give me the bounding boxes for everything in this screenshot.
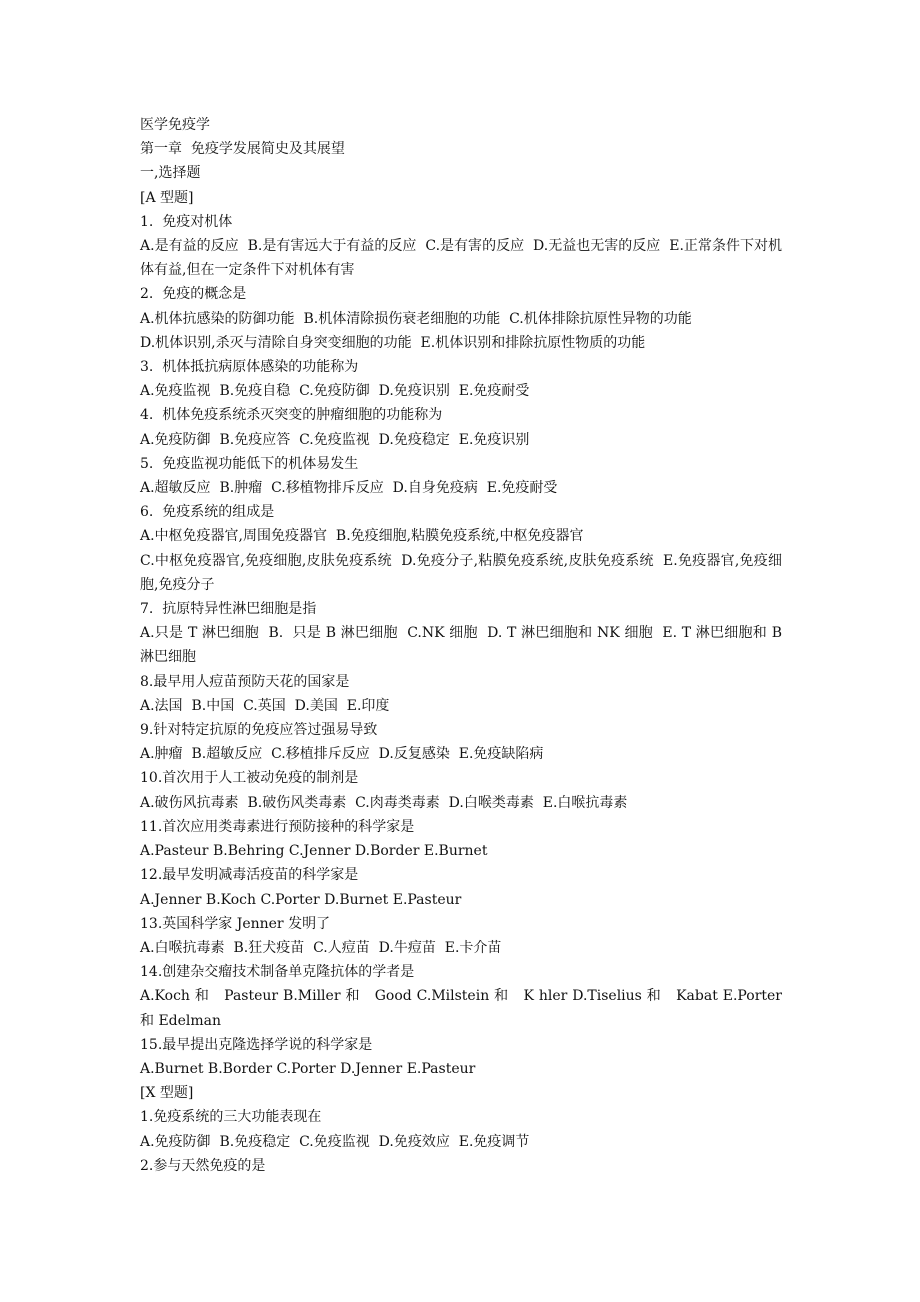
question-line: 8.最早用人痘苗预防天花的国家是 <box>140 673 350 690</box>
question-line: 15.最早提出克隆选择学说的科学家是 <box>140 1036 373 1053</box>
section-heading: 一,选择题 <box>140 165 201 182</box>
question-line: 9.针对特定抗原的免疫应答过强易导致 <box>140 722 378 739</box>
options-line: A.Koch 和 Pasteur B.Miller 和 Good C.Milstein 和 K hler D.Tiselius 和 Kabat E.Porter 和 Edelman <box>140 988 787 1029</box>
options-line: C.中枢免疫器官,免疫细胞,皮肤免疫系统 D.免疫分子,粘膜免疫系统,皮肤免疫系统 E.免疫器官,免疫细胞,免疫分子 <box>140 552 782 593</box>
options-line: A.Burnet B.Border C.Porter D.Jenner E.Pasteur <box>140 1060 476 1077</box>
document-page <box>140 113 787 1178</box>
question-line: 10.首次用于人工被动免疫的制剂是 <box>140 770 359 787</box>
question-line: 11.首次应用类毒素进行预防接种的科学家是 <box>140 818 415 835</box>
question-line: 2. 免疫的概念是 <box>140 286 247 303</box>
options-line: A.肿瘤 B.超敏反应 C.移植排斥反应 D.反复感染 E.免疫缺陷病 <box>140 746 544 763</box>
question-line: 14.创建杂交瘤技术制备单克隆抗体的学者是 <box>140 964 415 981</box>
type-x-heading: [X 型题] <box>140 1085 194 1102</box>
options-line: A.免疫防御 B.免疫稳定 C.免疫监视 D.免疫效应 E.免疫调节 <box>140 1133 530 1150</box>
question-line: 5. 免疫监视功能低下的机体易发生 <box>140 455 359 472</box>
options-line: A.Pasteur B.Behring C.Jenner D.Border E.Burnet <box>140 843 488 860</box>
options-line: A.Jenner B.Koch C.Porter D.Burnet E.Pasteur <box>140 891 462 908</box>
options-line: A.中枢免疫器官,周围免疫器官 B.免疫细胞,粘膜免疫系统,中枢免疫器官 <box>140 528 584 545</box>
chapter-heading: 第一章 免疫学发展简史及其展望 <box>140 141 345 158</box>
options-line: A.只是 T 淋巴细胞 B. 只是 B 淋巴细胞 C.NK 细胞 D. T 淋巴细胞和 NK 细胞 E. T 淋巴细胞和 B 淋巴细胞 <box>140 625 787 666</box>
options-line: A.免疫监视 B.免疫自稳 C.免疫防御 D.免疫识别 E.免疫耐受 <box>140 383 530 400</box>
question-line: 3. 机体抵抗病原体感染的功能称为 <box>140 359 359 376</box>
options-line: A.破伤风抗毒素 B.破伤风类毒素 C.肉毒类毒素 D.白喉类毒素 E.白喉抗毒素 <box>140 794 628 811</box>
document-title: 医学免疫学 <box>140 117 210 133</box>
options-line: D.机体识别,杀灭与清除自身突变细胞的功能 E.机体识别和排除抗原性物质的功能 <box>140 334 646 351</box>
question-line: 4. 机体免疫系统杀灭突变的肿瘤细胞的功能称为 <box>140 407 443 424</box>
question-line: 7. 抗原特异性淋巴细胞是指 <box>140 601 317 618</box>
question-line: 1. 免疫对机体 <box>140 213 233 230</box>
options-line: A.白喉抗毒素 B.狂犬疫苗 C.人痘苗 D.牛痘苗 E.卡介苗 <box>140 939 502 956</box>
question-line: 1.免疫系统的三大功能表现在 <box>140 1109 322 1126</box>
question-line: 13.英国科学家 Jenner 发明了 <box>140 915 331 932</box>
options-line: A.法国 B.中国 C.英国 D.美国 E.印度 <box>140 697 390 714</box>
options-line: A.机体抗感染的防御功能 B.机体清除损伤衰老细胞的功能 C.机体排除抗原性异物的功能 <box>140 310 692 327</box>
options-line: A.是有益的反应 B.是有害远大于有益的反应 C.是有害的反应 D.无益也无害的反应 E.正常条件下对机体有益,但在一定条件下对机体有害 <box>140 238 782 279</box>
question-line: 2.参与天然免疫的是 <box>140 1157 266 1174</box>
question-line: 12.最早发明减毒活疫苗的科学家是 <box>140 867 359 884</box>
question-line: 6. 免疫系统的组成是 <box>140 504 275 521</box>
type-a-heading: [A 型题] <box>140 189 194 206</box>
options-line: A.免疫防御 B.免疫应答 C.免疫监视 D.免疫稳定 E.免疫识别 <box>140 431 530 448</box>
options-line: A.超敏反应 B.肿瘤 C.移植物排斥反应 D.自身免疫病 E.免疫耐受 <box>140 480 558 497</box>
